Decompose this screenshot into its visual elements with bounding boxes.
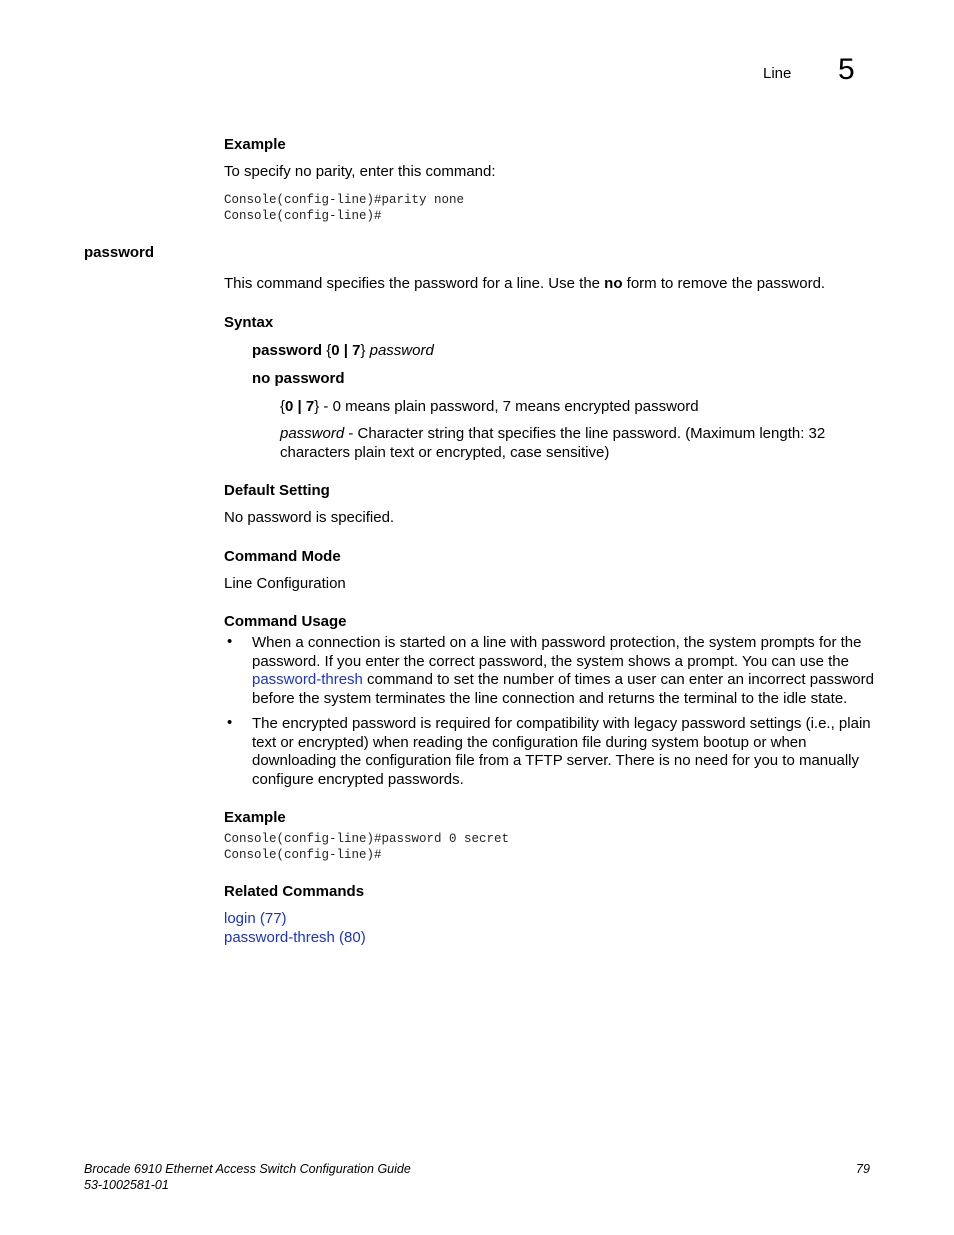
command-mode-heading: Command Mode (224, 548, 341, 565)
syntax-no-form: no password (252, 370, 345, 387)
bullet-marker: • (227, 633, 233, 650)
code-line: Console(config-line)# (224, 848, 382, 862)
footer-doc-number: 53-1002581-01 (84, 1178, 169, 1192)
default-setting-heading: Default Setting (224, 482, 330, 499)
related-commands-list (224, 910, 366, 947)
code-block-password (224, 831, 509, 863)
code-block-parity (224, 192, 464, 224)
example-heading: Example (224, 136, 286, 153)
command-mode-text: Line Configuration (224, 575, 346, 592)
code-line: Console(config-line)# (224, 209, 382, 223)
footer-title: Brocade 6910 Ethernet Access Switch Configuration Guide (84, 1162, 411, 1176)
bullet-marker: • (227, 714, 233, 731)
usage-bullet-2: The encrypted password is required for compatibility with legacy password settings (i.e., plain text or encrypted) when reading the configuration file during system bootup or when downloading the configuration file from a TFTP server. There is no need for you to manually configure encrypted passwords. (252, 715, 871, 789)
example-heading: Example (224, 809, 286, 826)
running-header-section: Line (763, 65, 792, 82)
chapter-number: 5 (838, 53, 855, 86)
page-number: 79 (856, 1162, 870, 1176)
default-setting-text: No password is specified. (224, 509, 395, 526)
param-password: password - Character string that specifies the line password. (Maximum length: 32 characters plain text or encrypted, case sensitive) (280, 425, 826, 461)
command-description: This command specifies the password for a line. Use the no form to remove the password. (224, 275, 826, 292)
command-title: password (84, 244, 155, 261)
related-link-login[interactable]: login (77) (224, 910, 287, 927)
footer-doc-info (84, 1161, 411, 1193)
command-usage-heading: Command Usage (224, 613, 347, 630)
syntax-heading: Syntax (224, 314, 274, 331)
code-line: Console(config-line)#password 0 secret (224, 832, 510, 846)
code-line: Console(config-line)#parity none (224, 193, 465, 207)
usage-bullet-1: When a connection is started on a line with password protection, the system prompts for the password. If you enter the correct password, the system shows a prompt. You can use the password-thresh command to set the number of times a user can enter an incorrect password before the system terminates the line connection and returns the terminal to the idle state. (252, 634, 874, 708)
example-intro: To specify no parity, enter this command: (224, 163, 496, 180)
related-link-password-thresh[interactable]: password-thresh (80) (224, 928, 366, 946)
syntax-line: password {0 | 7} password (252, 342, 434, 359)
related-commands-heading: Related Commands (224, 883, 365, 900)
password-thresh-link[interactable]: password-thresh (252, 671, 363, 689)
param-mode: {0 | 7} - 0 means plain password, 7 means encrypted password (280, 398, 699, 415)
